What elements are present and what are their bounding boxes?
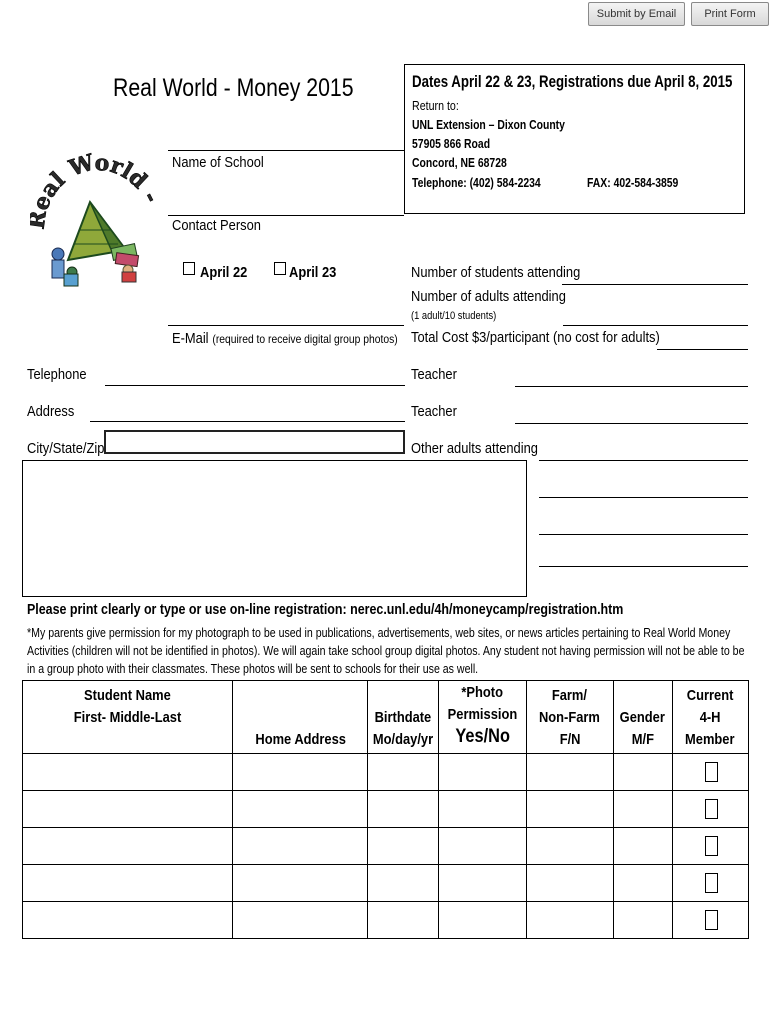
school-label: Name of School <box>172 154 264 171</box>
col-farm-l1: Farm/ <box>552 687 588 704</box>
current-4h-cell[interactable] <box>672 754 749 791</box>
student-name-cell[interactable] <box>23 902 233 939</box>
submit-by-email-button[interactable]: Submit by Email <box>588 2 685 26</box>
photo-permission-cell[interactable] <box>439 902 527 939</box>
col-4h-member <box>672 681 749 754</box>
other-adults-input-3[interactable] <box>539 534 748 535</box>
teacher-1-input[interactable] <box>515 386 748 387</box>
return-to-label: Return to: <box>412 98 459 113</box>
other-adults-input-1[interactable] <box>539 460 748 461</box>
col-student-name-l1: Student Name <box>84 687 172 704</box>
current-4h-cell[interactable] <box>672 865 749 902</box>
col-photo-permission <box>439 681 527 754</box>
birthdate-cell[interactable] <box>368 791 439 828</box>
contact-top-line <box>168 215 404 216</box>
col-4h-l1: Current <box>686 687 734 704</box>
col-farm <box>527 681 614 754</box>
col-farm-l2: Non-Farm <box>539 709 601 726</box>
school-top-line <box>168 150 404 151</box>
4h-member-checkbox[interactable] <box>705 762 718 782</box>
return-fax: FAX: 402-584-3859 <box>587 175 679 190</box>
birthdate-cell[interactable] <box>368 754 439 791</box>
telephone-label: Telephone <box>27 366 87 383</box>
col-4h-l3: Member <box>685 731 735 748</box>
birthdate-cell[interactable] <box>368 902 439 939</box>
birthdate-cell[interactable] <box>368 828 439 865</box>
other-adults-label: Other adults attending <box>411 440 538 457</box>
student-row <box>23 865 749 902</box>
col-home-address <box>233 681 368 754</box>
col-home-address-label: Home Address <box>254 731 346 748</box>
gender-cell[interactable] <box>613 902 672 939</box>
april-23-checkbox[interactable] <box>274 262 286 275</box>
adults-ratio-note: (1 adult/10 students) <box>411 310 497 322</box>
student-name-cell[interactable] <box>23 754 233 791</box>
col-student-name-l2: First- Middle-Last <box>73 709 182 726</box>
teacher-1-label: Teacher <box>411 366 457 383</box>
student-name-cell[interactable] <box>23 828 233 865</box>
farm-cell[interactable] <box>527 791 614 828</box>
return-telephone: Telephone: (402) 584-2234 <box>412 175 541 190</box>
4h-member-checkbox[interactable] <box>705 910 718 930</box>
adults-attending-label: Number of adults attending <box>411 288 566 305</box>
col-gender <box>613 681 672 754</box>
logo-lettering: eal World <box>30 149 153 215</box>
photo-permission-cell[interactable] <box>439 865 527 902</box>
dates-heading: Dates April 22 & 23, Registrations due April 8, 2015 <box>412 72 733 91</box>
gender-cell[interactable] <box>613 754 672 791</box>
col-4h-l2: 4-H <box>699 709 721 726</box>
gender-cell[interactable] <box>613 865 672 902</box>
address-label: Address <box>27 403 75 420</box>
other-adults-input-2[interactable] <box>539 497 748 498</box>
student-name-cell[interactable] <box>23 865 233 902</box>
print-form-button[interactable]: Print Form <box>691 2 769 26</box>
farm-cell[interactable] <box>527 865 614 902</box>
current-4h-cell[interactable] <box>672 791 749 828</box>
col-birthdate <box>368 681 439 754</box>
student-row <box>23 828 749 865</box>
teacher-2-label: Teacher <box>411 403 457 420</box>
col-gender-l1: Gender <box>620 709 666 726</box>
registration-instructions: Please print clearly or type or use on-line registration: nerec.unl.edu/4h/moneycamp/registration.htm <box>27 601 624 618</box>
home-address-cell[interactable] <box>233 828 368 865</box>
photo-permission-cell[interactable] <box>439 754 527 791</box>
home-address-cell[interactable] <box>233 902 368 939</box>
gender-cell[interactable] <box>613 828 672 865</box>
city-state-zip-input[interactable] <box>104 430 405 454</box>
students-attending-label: Number of students attending <box>411 264 581 281</box>
email-label-group <box>172 330 398 348</box>
farm-cell[interactable] <box>527 828 614 865</box>
4h-member-checkbox[interactable] <box>705 836 718 856</box>
col-photo-l1: *Photo <box>461 684 504 701</box>
student-name-cell[interactable] <box>23 791 233 828</box>
notes-box[interactable] <box>22 460 527 597</box>
contact-person-label: Contact Person <box>172 217 261 234</box>
total-cost-label: Total Cost $3/participant (no cost for adults) <box>411 329 660 346</box>
april-22-label: April 22 <box>200 264 248 281</box>
4h-member-checkbox[interactable] <box>705 799 718 819</box>
photo-permission-cell[interactable] <box>439 828 527 865</box>
other-adults-input-4[interactable] <box>539 566 748 567</box>
student-row <box>23 754 749 791</box>
email-top-line <box>168 325 404 326</box>
col-farm-l3: F/N <box>559 731 581 748</box>
col-photo-l3: Yes/No <box>455 726 510 747</box>
teacher-2-input[interactable] <box>515 423 748 424</box>
adults-attending-input[interactable] <box>563 325 748 326</box>
student-table <box>22 680 749 939</box>
total-cost-input[interactable] <box>657 349 748 350</box>
students-attending-input[interactable] <box>562 284 748 285</box>
april-22-checkbox[interactable] <box>183 262 195 275</box>
birthdate-cell[interactable] <box>368 865 439 902</box>
photo-permission-text: *My parents give permission for my photograph to be used in publications, advertisements, web sites, or news articles pertaining to Real World Money Activities (children will not be identified in photos). We will again take school group digital photos. Any student not having permission will not be able to be in a group photo with their classmates. These photos will be sent to schools for their use as well. <box>27 626 745 676</box>
city-state-zip-label: City/State/Zip <box>27 440 105 457</box>
photo-permission-cell[interactable] <box>439 791 527 828</box>
current-4h-cell[interactable] <box>672 828 749 865</box>
return-city: Concord, NE 68728 <box>412 155 507 170</box>
gender-cell[interactable] <box>613 791 672 828</box>
col-student-name <box>23 681 233 754</box>
address-input[interactable] <box>90 421 405 422</box>
col-birthdate-l2: Mo/day/yr <box>373 731 434 748</box>
col-photo-l2: Permission <box>447 706 518 723</box>
real-world-money-logo <box>30 122 158 290</box>
current-4h-cell[interactable] <box>672 902 749 939</box>
home-address-cell[interactable] <box>233 754 368 791</box>
farm-cell[interactable] <box>527 902 614 939</box>
student-row <box>23 791 749 828</box>
email-label: E-Mail <box>172 330 209 347</box>
col-birthdate-l1: Birthdate <box>374 709 432 726</box>
col-gender-l2: M/F <box>631 731 654 748</box>
return-street: 57905 866 Road <box>412 136 491 151</box>
home-address-cell[interactable] <box>233 865 368 902</box>
4h-member-checkbox[interactable] <box>705 873 718 893</box>
return-org: UNL Extension – Dixon County <box>412 117 565 132</box>
student-row <box>23 902 749 939</box>
april-23-label: April 23 <box>289 264 337 281</box>
home-address-cell[interactable] <box>233 791 368 828</box>
telephone-input[interactable] <box>105 385 405 386</box>
form-title: Real World - Money 2015 <box>113 74 354 102</box>
dates-info-box <box>404 64 745 214</box>
email-note: (required to receive digital group photos) <box>212 332 398 346</box>
farm-cell[interactable] <box>527 754 614 791</box>
